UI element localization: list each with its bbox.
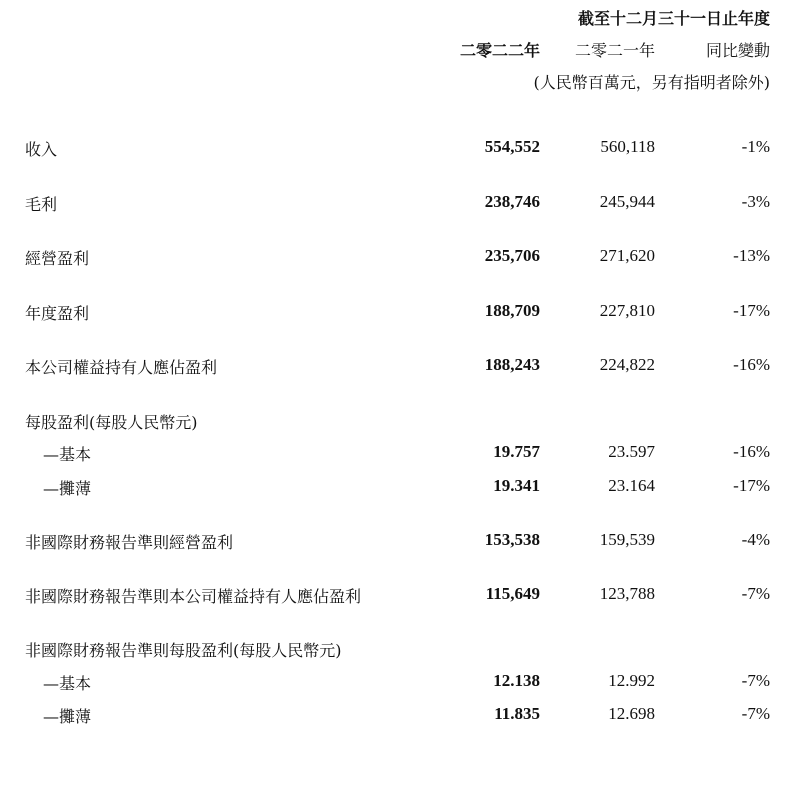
value-2021: 12.698	[608, 704, 655, 723]
value-change: -17%	[733, 301, 770, 320]
value-change: -1%	[741, 137, 770, 156]
value-change: -16%	[733, 355, 770, 374]
value-change: -7%	[741, 704, 770, 723]
table-row-non-ifrs-eps-basic	[0, 671, 800, 695]
table-row-non-ifrs-eps-diluted	[0, 704, 800, 728]
row-label: —攤薄	[43, 707, 92, 726]
row-label: 經營盈利	[25, 249, 90, 268]
row-label: —基本	[43, 674, 92, 693]
row-label: 收入	[25, 140, 58, 159]
value-2021: 224,822	[599, 355, 655, 374]
table-row-eps-heading	[0, 410, 800, 434]
value-2021: 227,810	[599, 301, 655, 320]
table-row-gross-profit	[0, 192, 800, 216]
row-label: 毛利	[25, 195, 58, 214]
value-change: -7%	[741, 671, 770, 690]
row-label: 非國際財務報告準則每股盈利(每股人民幣元)	[25, 641, 342, 660]
table-row-revenue	[0, 137, 800, 161]
column-header-2022: 二零二二年	[459, 41, 540, 60]
value-2021: 560,118	[600, 137, 655, 156]
column-header-2021: 二零二一年	[574, 41, 655, 60]
value-2021: 271,620	[599, 246, 655, 265]
value-change: -4%	[741, 530, 770, 549]
row-label: —攤薄	[43, 479, 92, 498]
row-label: —基本	[43, 445, 92, 464]
value-2021: 12.992	[608, 671, 655, 690]
table-row-profit-for-year	[0, 301, 800, 325]
table-row-profit-attributable	[0, 355, 800, 379]
value-2022: 188,243	[484, 355, 540, 374]
value-2021: 159,539	[599, 530, 655, 549]
value-2022: 11.835	[494, 704, 540, 723]
column-header-change: 同比變動	[705, 41, 770, 60]
row-label: 本公司權益持有人應佔盈利	[25, 358, 218, 377]
value-2022: 115,649	[485, 584, 540, 603]
table-row-non-ifrs-operating-profit	[0, 530, 800, 554]
value-2021: 123,788	[599, 584, 655, 603]
table-row-eps-basic	[0, 442, 800, 466]
value-2022: 12.138	[493, 671, 540, 690]
table-row-eps-diluted	[0, 476, 800, 500]
table-row-non-ifrs-profit-attributable	[0, 584, 800, 608]
value-change: -13%	[733, 246, 770, 265]
period-header: 截至十二月三十一日止年度	[577, 9, 770, 28]
value-change: -7%	[741, 584, 770, 603]
value-2022: 238,746	[484, 192, 540, 211]
value-2021: 23.597	[608, 442, 655, 461]
value-2021: 23.164	[608, 476, 655, 495]
row-label: 非國際財務報告準則經營盈利	[25, 533, 234, 552]
row-label: 年度盈利	[25, 304, 90, 323]
value-2022: 153,538	[484, 530, 540, 549]
value-2022: 19.757	[493, 442, 540, 461]
value-change: -3%	[741, 192, 770, 211]
value-change: -17%	[733, 476, 770, 495]
value-2021: 245,944	[599, 192, 655, 211]
row-label: 每股盈利(每股人民幣元)	[25, 413, 198, 432]
value-2022: 554,552	[484, 137, 540, 156]
unit-note: (人民幣百萬元，另有指明者除外)	[533, 73, 770, 92]
value-2022: 19.341	[493, 476, 540, 495]
value-2022: 235,706	[484, 246, 540, 265]
value-2022: 188,709	[484, 301, 540, 320]
value-change: -16%	[733, 442, 770, 461]
row-label: 非國際財務報告準則本公司權益持有人應佔盈利	[25, 587, 362, 606]
table-row-operating-profit	[0, 246, 800, 270]
table-row-non-ifrs-eps-heading	[0, 638, 800, 662]
